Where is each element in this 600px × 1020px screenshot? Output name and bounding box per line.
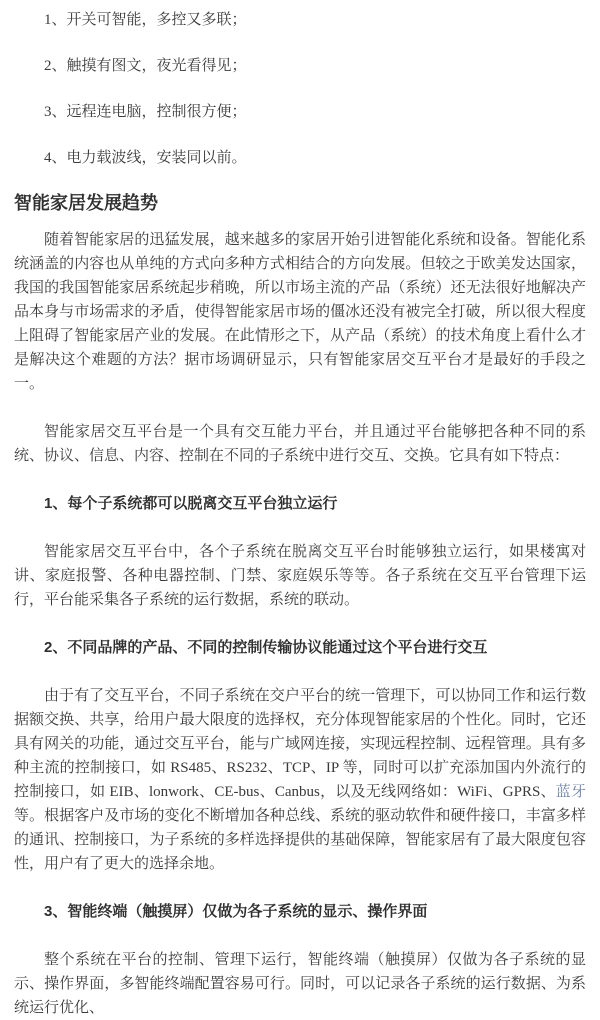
feature-body-1: 智能家居交互平台中，各个子系统在脱离交互平台时能够独立运行，如果楼寓对讲、家庭报警、各种电器控制、门禁、家庭娱乐等等。各子系统在交互平台管理下运行，平台能采集各子系统的运行数据，系统的联动。 xyxy=(14,544,586,608)
feature-heading-3: 3、智能终端（触摸屏）仅做为各子系统的显示、操作界面 xyxy=(44,903,428,920)
feature-heading-1: 1、每个子系统都可以脱离交互平台独立运行 xyxy=(44,495,338,512)
feature-heading-2: 2、不同品牌的产品、不同的控制传输协议能通过这个平台进行交互 xyxy=(44,639,488,656)
bluetooth-keyword-link[interactable]: 蓝牙 xyxy=(555,784,586,800)
feature-body-3: 整个系统在平台的控制、管理下运行，智能终端（触摸屏）仅做为各子系统的显示、操作界面，多智能终端配置容易可行。同时，可以记录各子系统的运行数据、为系统运行优化、 xyxy=(14,952,586,1016)
intro-point-2: 2、触摸有图文，夜光看得见； xyxy=(44,58,247,74)
intro-point-3: 3、远程连电脑，控制很方便； xyxy=(44,104,247,120)
lead-paragraph-1: 随着智能家居的迅猛发展，越来越多的家居开始引进智能化系统和设备。智能化系统涵盖的内容也从单纯的方式向多种方式相结合的方向发展。但较之于欧美发达国家，我国的我国智能家居系统起步稍晚，所以市场主流的产品（系统）还无法很好地解决产品本身与市场需求的矛盾，使得智能家居市场的僵冰还没有被完全打破，所以很大程度上阻碍了智能家居产业的发展。在此情形之下，从产品（系统）的技术角度上看什么才是解决这个难题的方法？据市场调研显示，只有智能家居交互平台才是最好的手段之一。 xyxy=(14,232,586,392)
feature-body-2-text-before: 由于有了交互平台，不同子系统在交户平台的统一管理下，可以协同工作和运行数据额交换、共享，给用户最大限度的选择权，充分体现智能家居的个性化。同时，它还具有网关的功能，通过交互平台，能与广域网连接，实现远程控制、远程管理。具有多种主流的控制接口，如 RS485、RS232、TCP、IP 等，同时可以扩充添加国内外流行的控制接口，如 EIB、lonwork、CE-bus、Canbus，以及无线网络如：WiFi、GPRS、 xyxy=(14,688,586,800)
feature-body-2-text-after: 等。根据客户及市场的变化不断增加各种总线、系统的驱动软件和硬件接口，丰富多样的通讯、控制接口，为子系统的多样选择提供的基础保障，智能家居有了最大限度包容性，用户有了更大的选择余地。 xyxy=(14,808,586,872)
intro-point-1: 1、开关可智能，多控又多联； xyxy=(44,12,247,28)
lead-paragraph-2: 智能家居交互平台是一个具有交互能力平台，并且通过平台能够把各种不同的系统、协议、信息、内容、控制在不同的子系统中进行交互、交换。它具有如下特点： xyxy=(14,424,586,464)
feature-body-2 xyxy=(14,684,586,876)
intro-point-4: 4、电力载波线，安装同以前。 xyxy=(44,150,247,166)
section-title: 智能家居发展趋势 xyxy=(14,193,158,213)
